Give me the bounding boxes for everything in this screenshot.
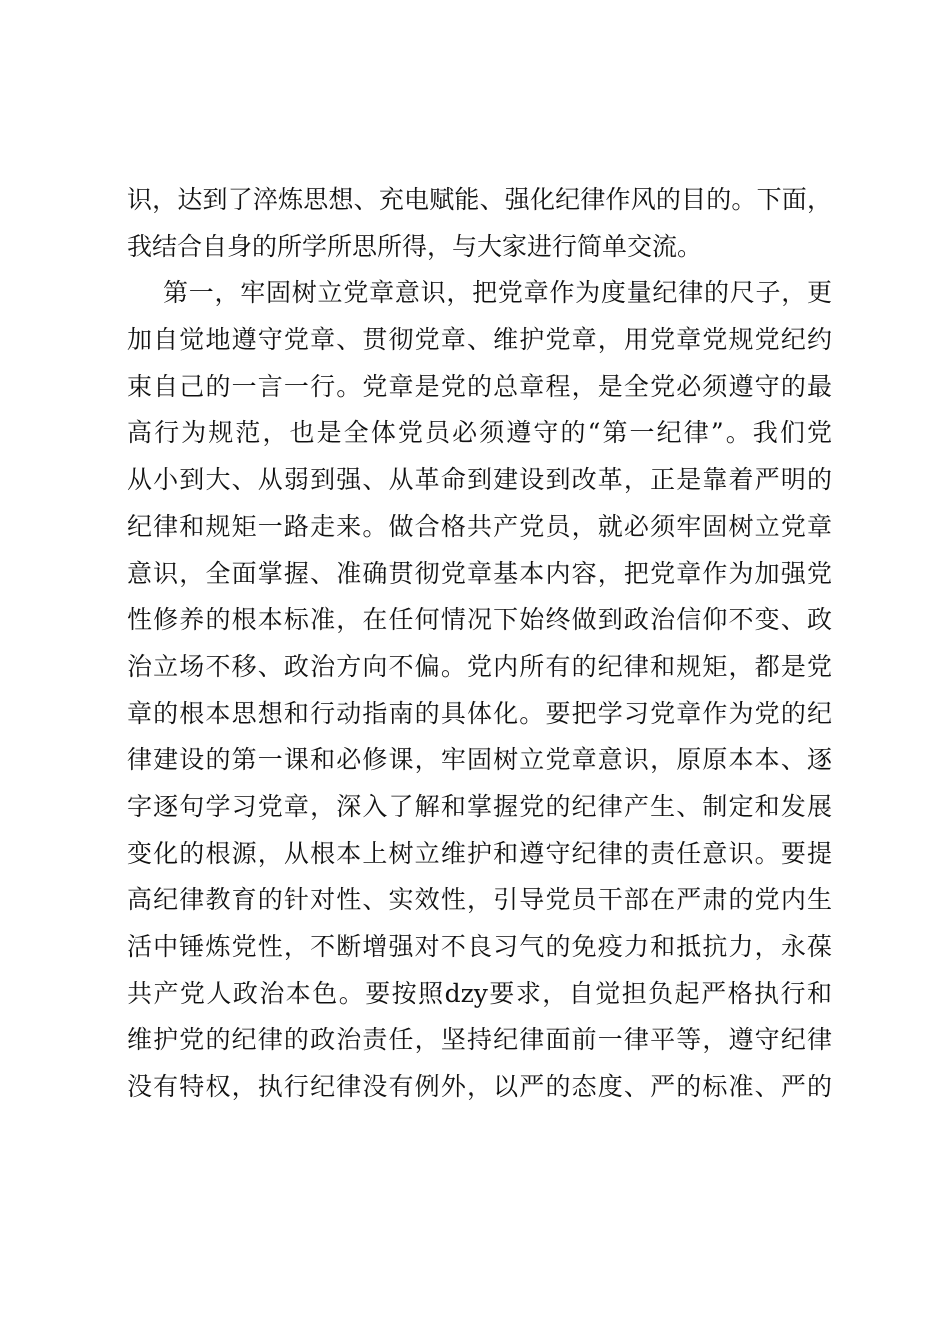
text-line: 律建设的第一课和必修课，牢固树立党章意识，原原本本、逐 (127, 745, 832, 775)
text-line: 高行为规范，也是全体党员必须遵守的“第一纪律”。我们党 (127, 418, 832, 448)
text-line: 维护党的纪律的政治责任，坚持纪律面前一律平等，遵守纪律 (127, 1025, 832, 1055)
paragraph-first-line: 第一，牢固树立党章意识，把党章作为度量纪律的尺子，更 (163, 278, 832, 308)
text-line: 束自己的一言一行。党章是党的总章程，是全党必须遵守的最 (127, 371, 832, 401)
text-line: 治立场不移、政治方向不偏。党内所有的纪律和规矩，都是党 (127, 651, 832, 681)
text-line: 变化的根源，从根本上树立维护和遵守纪律的责任意识。要提 (127, 838, 832, 868)
text-line: 高纪律教育的针对性、实效性，引导党员干部在严肃的党内生 (127, 885, 832, 915)
text-line: 字逐句学习党章，深入了解和掌握党的纪律产生、制定和发展 (127, 791, 832, 821)
text-line: 共产党人政治本色。要按照dzy要求，自觉担负起严格执行和 (127, 978, 832, 1008)
text-line: 纪律和规矩一路走来。做合格共产党员，就必须牢固树立党章 (127, 511, 832, 541)
text-line: 从小到大、从弱到强、从革命到建设到改革，正是靠着严明的 (127, 465, 832, 495)
text-line: 意识，全面掌握、准确贯彻党章基本内容，把党章作为加强党 (127, 558, 832, 588)
text-line: 加自觉地遵守党章、贯彻党章、维护党章，用党章党规党纪约 (127, 325, 832, 355)
text-line: 活中锤炼党性，不断增强对不良习气的免疫力和抵抗力，永葆 (127, 932, 832, 961)
text-line: 性修养的根本标准，在任何情况下始终做到政治信仰不变、政 (127, 605, 832, 635)
body-text (127, 177, 832, 1111)
text-line: 章的根本思想和行动指南的具体化。要把学习党章作为党的纪 (127, 698, 832, 728)
text-line: 没有特权，执行纪律没有例外，以严的态度、严的标准、严的 (127, 1072, 832, 1102)
text-line: 识，达到了淬炼思想、充电赋能、强化纪律作风的目的。下面， (127, 185, 832, 214)
text-line: 我结合自身的所学所思所得，与大家进行简单交流。 (127, 231, 703, 261)
